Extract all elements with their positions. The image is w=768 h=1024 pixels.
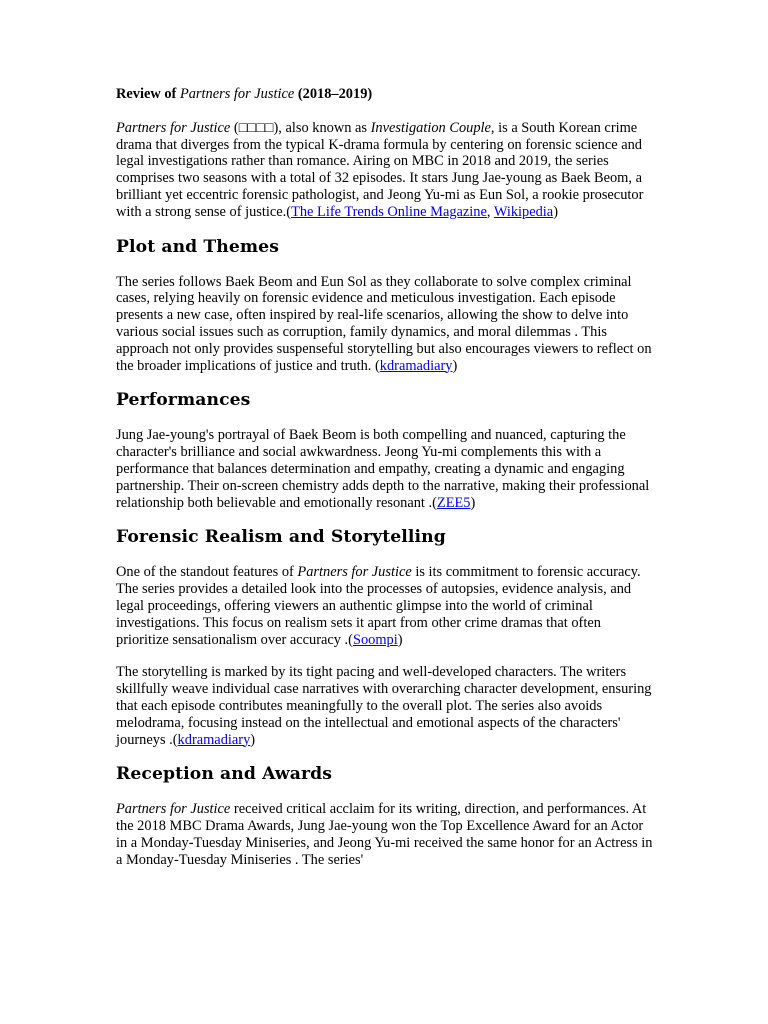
- reception-text: received critical acclaim for its writing, direction, and performances. At the 2018 MBC Drama Awards, Jung Jae-young won the Top Excellence Award for an Actor in a Monday-Tuesday Miniseries, and Jeong Yu-mi received the same honor for an Actress in a Monday-Tuesday Miniseries . The series': [116, 801, 653, 868]
- heading-forensic: Forensic Realism and Storytelling: [116, 527, 446, 548]
- plot-close: ): [452, 357, 458, 374]
- forensic-show-name: Partners for Justice: [297, 564, 412, 581]
- link-life-trends[interactable]: The Life Trends Online Magazine: [291, 203, 487, 220]
- link-soompi[interactable]: Soompi: [352, 631, 398, 648]
- title-show-name: Partners for Justice: [179, 86, 295, 102]
- korean-title: □□□□: [238, 119, 274, 136]
- title-years: (2018–2019): [294, 86, 373, 102]
- forensic-close-1: ): [397, 631, 403, 648]
- reception-paragraph: [116, 801, 656, 868]
- forensic-close-2: ): [250, 731, 256, 748]
- link-kdramadiary-1[interactable]: kdramadiary: [379, 357, 453, 374]
- intro-text-2: ), also known as: [273, 119, 371, 136]
- performances-paragraph: [116, 427, 656, 511]
- plot-paragraph: [116, 274, 656, 375]
- link-zee5[interactable]: ZEE5: [436, 494, 471, 511]
- article: [116, 86, 656, 885]
- plot-text: The series follows Baek Beom and Eun Sol as they collaborate to solve complex criminal cases, relying heavily on forensic evidence and meticulous investigation. Each episode presents a new case, often inspired by real-life scenarios, allowing the show to delve into various social issues such as corruption, family dynamics, and moral dilemmas . This approach not only provides suspenseful storytelling but also encourages viewers to reflect on the broader implications of justice and truth. (: [116, 273, 652, 374]
- link-kdramadiary-2[interactable]: kdramadiary: [177, 731, 251, 748]
- review-title: [116, 86, 656, 103]
- forensic-paragraph-2: [116, 664, 656, 748]
- forensic-text-start: One of the standout features of: [116, 564, 298, 581]
- performances-close: ): [470, 494, 476, 511]
- forensic-paragraph-1: [116, 564, 656, 648]
- intro-alt-name: Investigation Couple: [370, 119, 491, 136]
- intro-paragraph: [116, 120, 656, 221]
- link-wikipedia[interactable]: Wikipedia: [493, 203, 554, 220]
- title-prefix: Review of: [116, 86, 180, 102]
- intro-text-3: , is a South Korean crime drama that diverges from the typical K-drama formula by centering on forensic science and legal investigations rather than romance. Airing on MBC in 2018 and 2019, the series comprises two seasons with a total of 32 episodes. It stars Jung Jae-young as Baek Beom, a brilliant yet eccentric forensic pathologist, and Jeong Yu-mi as Eun Sol, a rookie prosecutor with a strong sense of justice.(: [116, 119, 644, 220]
- heading-reception: Reception and Awards: [116, 764, 333, 785]
- intro-close: ): [553, 203, 558, 220]
- reception-show-name: Partners for Justice: [116, 801, 231, 818]
- heading-plot: Plot and Themes: [116, 236, 279, 257]
- forensic-text-2: The storytelling is marked by its tight pacing and well-developed characters. The writers skillfully weave individual case narratives with overarching character development, ensuring that each episode contributes meaningfully to the overall plot. The series also avoids melodrama, focusing instead on the intellectual and emotional aspects of the characters' journeys .(: [116, 664, 652, 748]
- intro-show-name: Partners for Justice: [116, 119, 231, 136]
- intro-separator: ,: [486, 203, 494, 220]
- heading-performances: Performances: [116, 390, 251, 411]
- performances-text: Jung Jae-young's portrayal of Baek Beom is both compelling and nuanced, capturing the character's brilliance and social awkwardness. Jeong Yu-mi complements this with a performance that balances determination and empathy, creating a dynamic and engaging partnership. Their on-screen chemistry adds depth to the narrative, making their professional relationship both believable and emotionally resonant .(: [116, 427, 650, 511]
- forensic-text-1: is its commitment to forensic accuracy. The series provides a detailed look into the processes of autopsies, evidence analysis, and legal proceedings, offering viewers an authentic glimpse into the world of criminal investigations. This focus on realism sets it apart from other crime dramas that often prioritize sensationalism over accuracy .(: [116, 564, 641, 648]
- intro-text-1: (: [230, 119, 239, 136]
